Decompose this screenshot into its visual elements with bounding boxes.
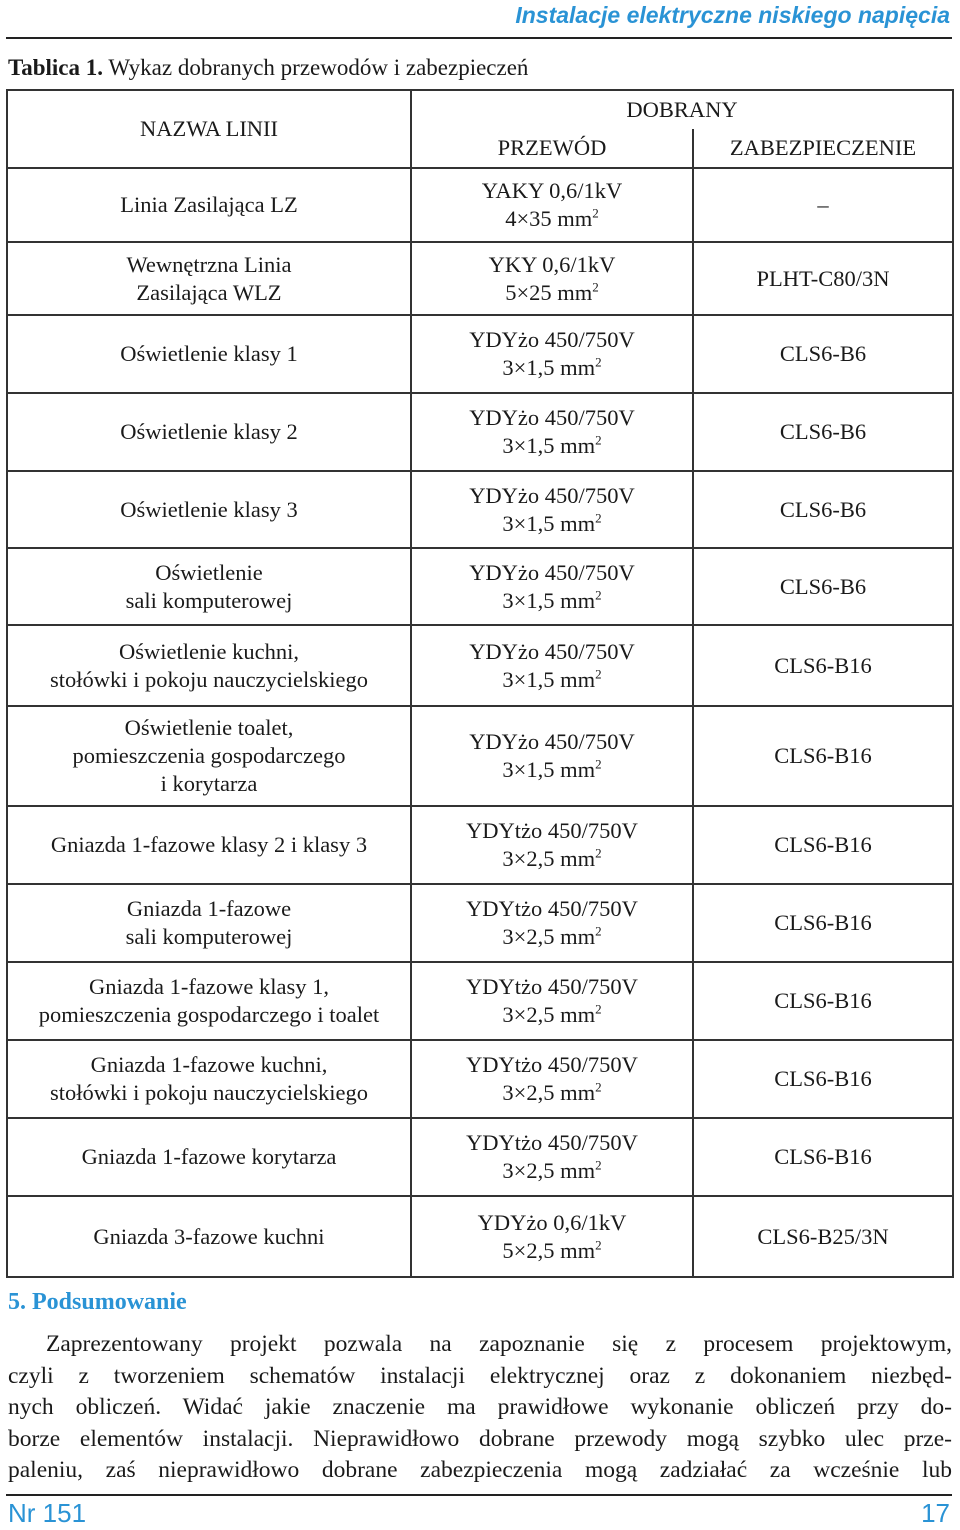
cable-type: YDYżo 450/750V	[469, 559, 635, 585]
line-name-text: Wewnętrzna Linia	[126, 251, 292, 277]
cable-cell	[411, 884, 693, 962]
line-name-text: pomieszczenia gospodarczego	[72, 743, 346, 768]
cable-type: YDYżo 450/750V	[469, 405, 635, 430]
protection-cell: PLHT-C80/3N	[693, 242, 953, 315]
cable-size: 3×1,5 mm	[502, 510, 596, 536]
section-title: 5. Podsumowanie	[8, 1289, 187, 1315]
cable-type: YDYtżo 450/750V	[466, 1052, 638, 1077]
table-row	[7, 548, 953, 625]
line-name-text: Oświetlenie klasy 2	[120, 419, 298, 444]
protection-cell: CLS6-B16	[693, 962, 953, 1040]
square-superscript: 2	[595, 845, 602, 861]
square-superscript: 2	[595, 666, 602, 681]
protection-cell: CLS6-B16	[693, 1040, 953, 1118]
protection-cell: CLS6-B6	[693, 393, 953, 471]
line-name-text: Oświetlenie kuchni,	[119, 638, 299, 664]
line-name-text: Oświetlenie klasy 3	[120, 496, 298, 522]
cable-size: 3×1,5 mm	[502, 587, 596, 613]
square-superscript: 2	[595, 587, 602, 602]
line-name-cell	[7, 706, 411, 806]
cable-type: YDYtżo 450/750V	[466, 818, 638, 843]
paragraph-line: Zaprezentowany projekt pozwala na zapoznanie się z procesem projektowym,	[46, 1331, 952, 1357]
cable-size: 3×2,5 mm	[502, 1158, 596, 1183]
table-row	[7, 1118, 953, 1196]
square-superscript: 2	[595, 1079, 602, 1095]
line-name-cell	[7, 242, 411, 315]
cable-cell	[411, 806, 693, 884]
protection-cell: CLS6-B16	[693, 625, 953, 706]
cable-type: YAKY 0,6/1kV	[481, 178, 623, 203]
square-superscript: 2	[595, 432, 602, 448]
square-superscript: 2	[595, 756, 602, 772]
line-name-text: Gniazda 1-fazowe klasy 1,	[89, 974, 329, 999]
paragraph-line: czyli z tworzeniem schematów instalacji elektrycznej oraz z dokonaniem niezbęd-	[8, 1362, 952, 1389]
table-row	[7, 1196, 953, 1277]
header-cable: PRZEWÓD	[411, 129, 693, 168]
cable-cell	[411, 625, 693, 706]
footer-divider	[6, 1494, 952, 1496]
line-name-cell	[7, 168, 411, 242]
cable-type: YDYżo 0,6/1kV	[477, 1209, 627, 1235]
line-name-text: sali komputerowej	[125, 587, 293, 613]
line-name-text: stołówki i pokoju nauczycielskiego	[49, 666, 369, 692]
line-name-text: i korytarza	[160, 771, 258, 796]
table-row	[7, 393, 953, 471]
line-name-cell	[7, 1118, 411, 1196]
line-name-text: Oświetlenie	[155, 559, 263, 585]
cable-cell	[411, 962, 693, 1040]
line-name-text: Linia Zasilająca LZ	[120, 192, 298, 217]
line-name-cell	[7, 393, 411, 471]
cable-size: 3×2,5 mm	[502, 846, 596, 871]
cable-size: 3×1,5 mm	[502, 355, 596, 380]
square-superscript: 2	[595, 1157, 602, 1173]
paragraph-line: borze elementów instalacji. Nieprawidłowo dobrane przewody mogą szybko ulec prze-	[8, 1425, 952, 1452]
square-superscript: 2	[595, 1001, 602, 1017]
cable-type: YDYżo 450/750V	[469, 729, 635, 754]
protection-cell: CLS6-B16	[693, 1118, 953, 1196]
cable-cell	[411, 242, 693, 315]
cables-protection-table	[6, 89, 954, 1278]
protection-cell: CLS6-B6	[693, 315, 953, 393]
table-row	[7, 625, 953, 706]
cable-cell	[411, 706, 693, 806]
square-superscript: 2	[595, 1237, 602, 1252]
paragraph-line: paleniu, zaś nieprawidłowo dobrane zabezpieczenia mogą zadziałać za wcześnie lub	[8, 1457, 952, 1483]
table-row	[7, 962, 953, 1040]
line-name-text: Gniazda 3-fazowe kuchni	[93, 1223, 325, 1249]
line-name-cell	[7, 315, 411, 393]
table-row	[7, 242, 953, 315]
line-name-cell	[7, 806, 411, 884]
square-superscript: 2	[592, 205, 599, 221]
cable-type: YKY 0,6/1kV	[488, 251, 616, 277]
line-name-text: pomieszczenia gospodarczego i toalet	[38, 1002, 380, 1027]
paragraph-line: nych obliczeń. Widać jakie znaczenie ma prawidłowe wykonanie obliczeń przy do-	[8, 1394, 952, 1420]
cable-type: YDYżo 450/750V	[469, 638, 635, 664]
cable-size: 3×2,5 mm	[502, 1080, 596, 1105]
line-name-text: Oświetlenie klasy 1	[120, 341, 298, 366]
cable-size: 3×1,5 mm	[502, 433, 596, 458]
line-name-cell	[7, 1196, 411, 1277]
header-protection: ZABEZPIECZENIE	[693, 129, 953, 168]
line-name-cell	[7, 625, 411, 706]
cable-cell	[411, 315, 693, 393]
summary-paragraph	[8, 1329, 952, 1487]
page-number: 17	[921, 1498, 950, 1528]
line-name-cell	[7, 471, 411, 548]
cable-size: 5×25 mm	[505, 279, 593, 305]
cable-type: YDYtżo 450/750V	[466, 896, 638, 921]
protection-cell: –	[693, 168, 953, 242]
table-caption-label: Tablica 1.	[8, 55, 104, 80]
line-name-text: Gniazda 1-fazowe klasy 2 i klasy 3	[50, 832, 368, 857]
cable-size: 3×2,5 mm	[502, 924, 596, 949]
square-superscript: 2	[595, 510, 602, 525]
issue-number: Nr 151	[8, 1498, 87, 1528]
header-line-name: NAZWA LINII	[7, 90, 411, 168]
cable-size: 4×35 mm	[505, 206, 593, 231]
protection-cell: CLS6-B6	[693, 471, 953, 548]
cable-cell	[411, 1118, 693, 1196]
line-name-text: Gniazda 1-fazowe	[126, 896, 292, 921]
running-title: Instalacje elektryczne niskiego napięcia	[515, 2, 950, 28]
line-name-text: Zasilająca WLZ	[136, 279, 282, 305]
cable-cell	[411, 471, 693, 548]
cable-cell	[411, 1040, 693, 1118]
cable-size: 3×1,5 mm	[502, 757, 596, 782]
protection-cell: CLS6-B16	[693, 706, 953, 806]
line-name-text: sali komputerowej	[125, 924, 293, 949]
table-caption-text: Wykaz dobranych przewodów i zabezpieczeń	[103, 55, 529, 80]
cable-type: YDYtżo 450/750V	[466, 974, 638, 999]
table-row	[7, 315, 953, 393]
table-caption	[8, 55, 528, 81]
line-name-cell	[7, 962, 411, 1040]
cable-cell	[411, 393, 693, 471]
cable-type: YDYżo 450/750V	[469, 327, 635, 352]
line-name-cell	[7, 1040, 411, 1118]
table-row	[7, 168, 953, 242]
table-row	[7, 884, 953, 962]
cable-type: YDYżo 450/750V	[469, 482, 635, 508]
square-superscript: 2	[595, 354, 602, 370]
cable-size: 3×1,5 mm	[502, 666, 596, 692]
line-name-text: Oświetlenie toalet,	[124, 715, 294, 740]
protection-cell: CLS6-B6	[693, 548, 953, 625]
line-name-text: Gniazda 1-fazowe kuchni,	[90, 1052, 328, 1077]
protection-cell: CLS6-B25/3N	[693, 1196, 953, 1277]
cable-cell	[411, 548, 693, 625]
table-row	[7, 471, 953, 548]
square-superscript: 2	[592, 279, 599, 294]
cable-size: 5×2,5 mm	[502, 1237, 596, 1263]
table-row	[7, 1040, 953, 1118]
cable-cell	[411, 168, 693, 242]
line-name-cell	[7, 548, 411, 625]
cable-type: YDYtżo 450/750V	[466, 1130, 638, 1155]
header-divider	[6, 37, 952, 39]
header-selected-group: DOBRANY	[411, 90, 953, 129]
protection-cell: CLS6-B16	[693, 806, 953, 884]
protection-cell: CLS6-B16	[693, 884, 953, 962]
line-name-cell	[7, 884, 411, 962]
square-superscript: 2	[595, 923, 602, 939]
line-name-text: stołówki i pokoju nauczycielskiego	[49, 1080, 369, 1105]
line-name-text: Gniazda 1-fazowe korytarza	[81, 1144, 337, 1169]
cable-cell	[411, 1196, 693, 1277]
cable-size: 3×2,5 mm	[502, 1002, 596, 1027]
table-row	[7, 706, 953, 806]
table-row	[7, 806, 953, 884]
